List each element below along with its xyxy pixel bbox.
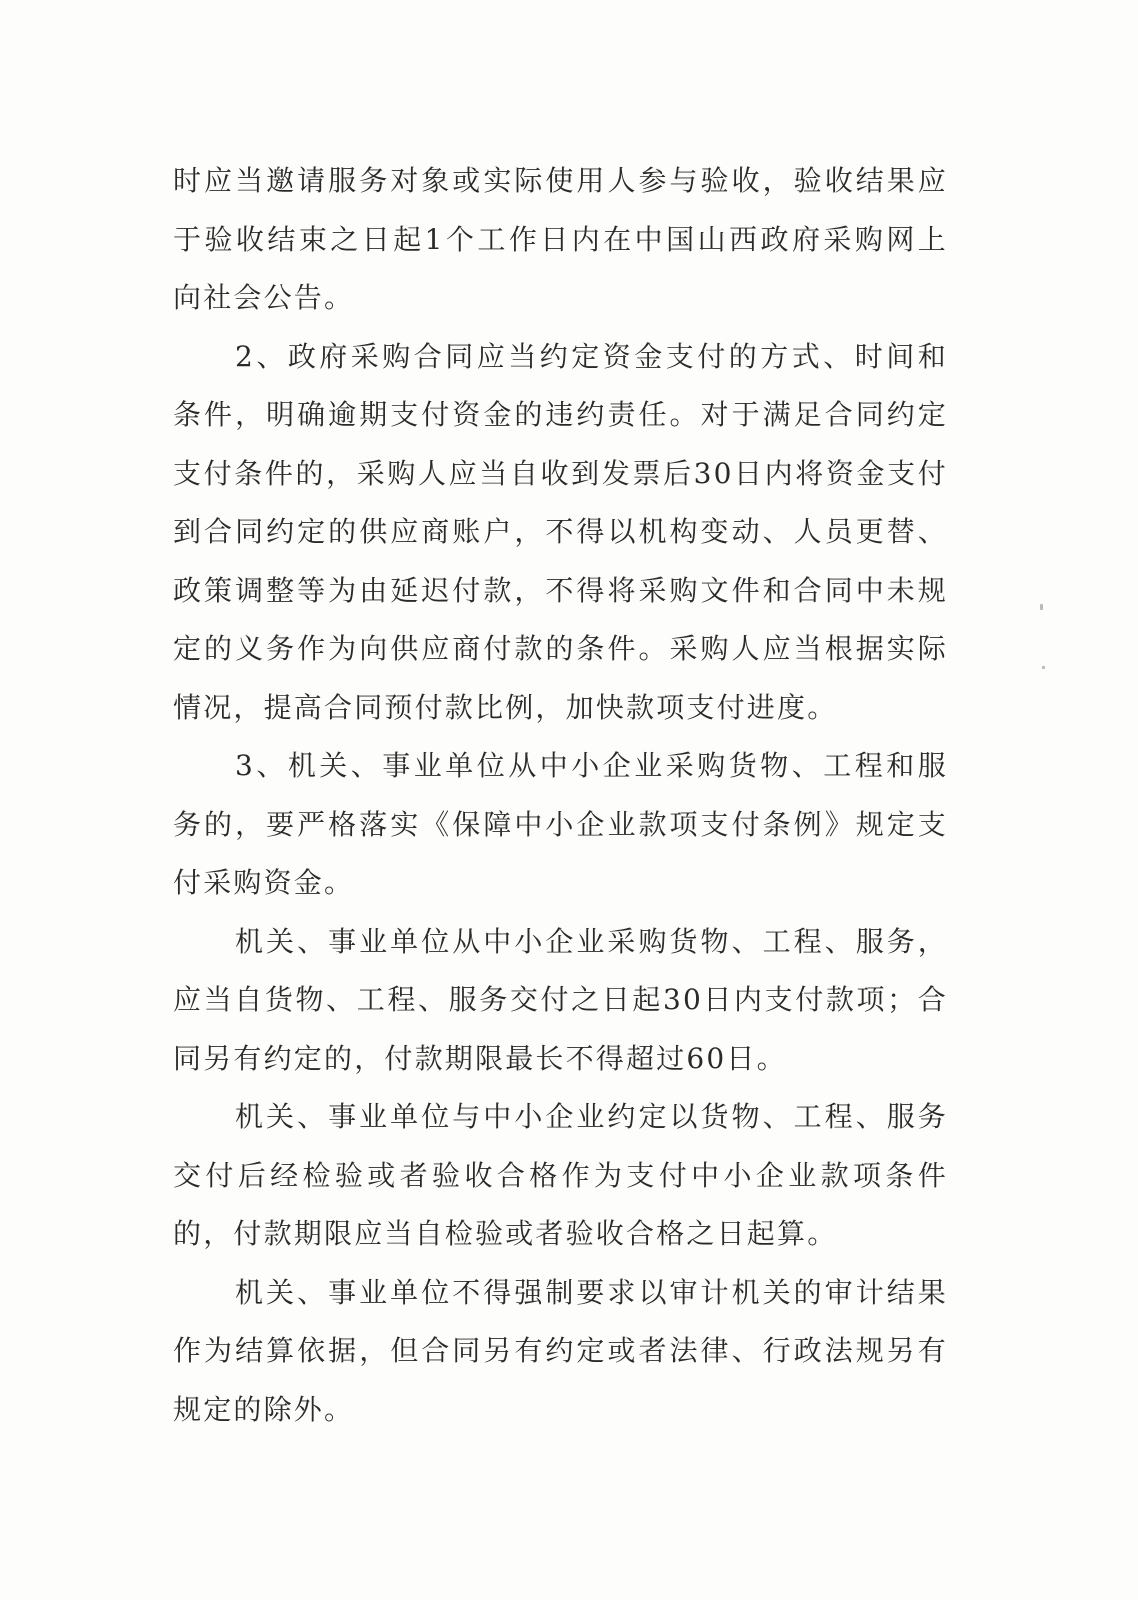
paragraph-item-3-sme-payment: 3、机关、事业单位从中小企业采购货物、工程和服务的，要严格落实《保障中小企业款项支付条例》规定支付采购资金。	[173, 749, 948, 899]
paragraph-payment-deadline: 机关、事业单位从中小企业采购货物、工程、服务，应当自货物、工程、服务交付之日起30日内支付款项；合同另有约定的，付款期限最长不得超过60日。	[173, 924, 948, 1075]
document-body	[173, 152, 948, 1439]
paragraph-acceptance-notice: 时应当邀请服务对象或实际使用人参与验收，验收结果应于验收结束之日起1个工作日内在中国山西政府采购网上向社会公告。	[173, 164, 948, 314]
scan-speck	[1040, 604, 1043, 610]
paragraph-inspection-acceptance: 机关、事业单位与中小企业约定以货物、工程、服务交付后经检验或者验收合格作为支付中小企业款项条件的，付款期限应当自检验或者验收合格之日起算。	[173, 1100, 948, 1250]
paragraph-audit-settlement: 机关、事业单位不得强制要求以审计机关的审计结果作为结算依据，但合同另有约定或者法律、行政法规另有规定的除外。	[173, 1275, 948, 1426]
paragraph-item-2-payment-terms: 2、政府采购合同应当约定资金支付的方式、时间和条件，明确逾期支付资金的违约责任。对于满足合同约定支付条件的，采购人应当自收到发票后30日内将资金支付到合同约定的供应商账户，不得以机构变动、人员更替、政策调整等为由延迟付款，不得将采购文件和合同中未规定的义务作为向供应商付款的条件。采购人应当根据实际情况，提高合同预付款比例，加快款项支付进度。	[173, 339, 948, 724]
scan-speck	[1042, 666, 1045, 669]
